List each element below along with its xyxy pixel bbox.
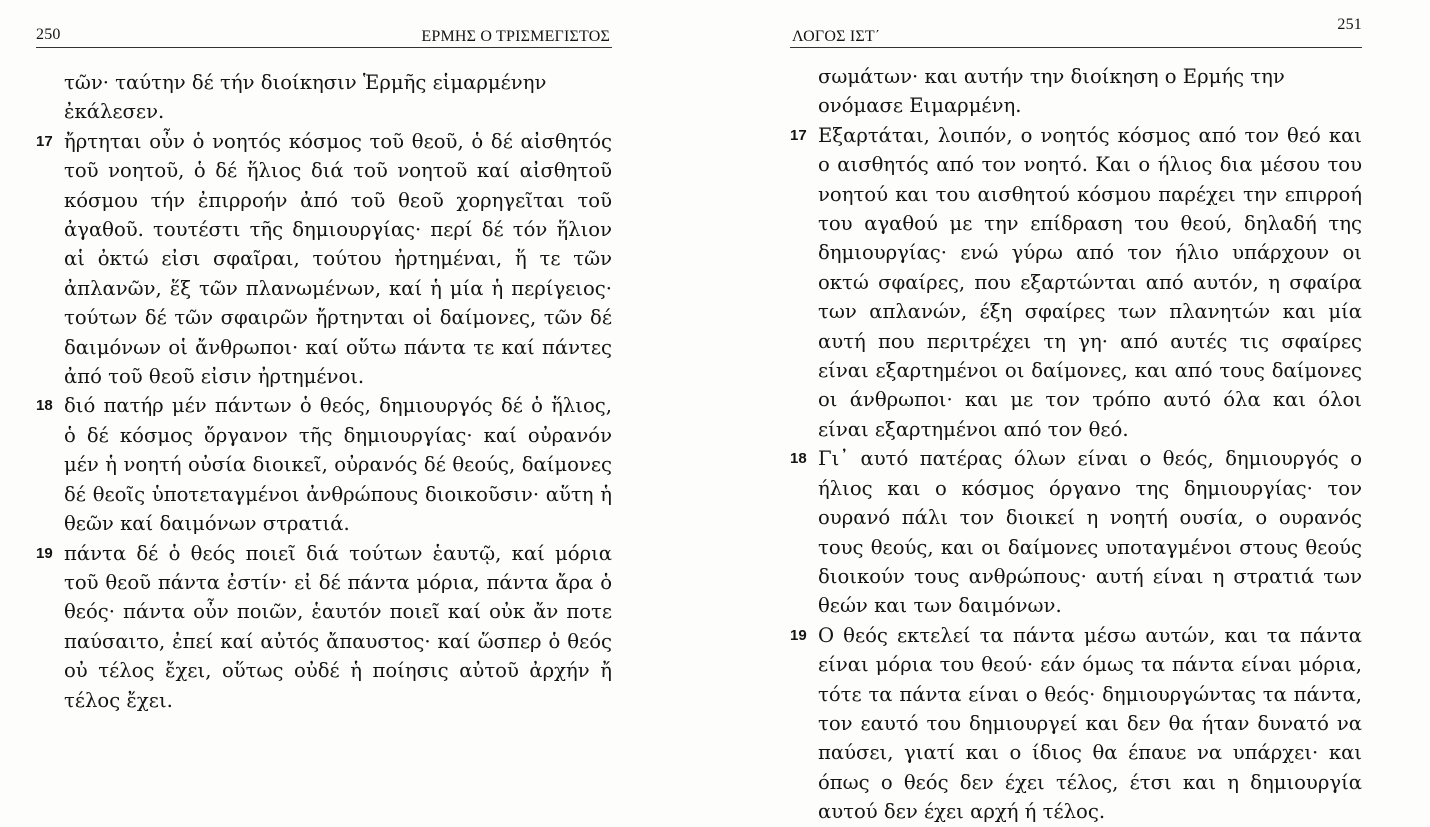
paragraph-17 (790, 121, 1362, 444)
paragraph-text: πάντα δέ ὁ θεός ποιεῖ διά τούτων ἑαυτῷ, καί μόρια τοῦ θεοῦ πάντα ἐστίν· εἰ δέ πάντα μόρια, πάντα ἄρα ὁ θεός· πάντα οὖν ποιῶν, ἑαυτόν ποιεῖ καί οὐκ ἄν ποτε παύσαιτο, ἐπεί καί αὐτός ἄπαυστος· καί ὥσπερ ὁ θεός οὐ τέλος ἔχει, οὕτως οὐδέ ἡ ποίησις αὐτοῦ ἀρχήν ἤ τέλος ἔχει. (64, 541, 612, 712)
paragraph-18 (790, 444, 1362, 620)
paragraph-text: Ο θεός εκτελεί τα πάντα μέσω αυτών, και τα πάντα είναι μόρια του θεού· εάν όμως τα πάντα είναι μόρια, τότε τα πάντα είναι ο θεός· δημιουργώντας τα πάντα, τον εαυτό του δημιουργεί και δεν θα ήταν δυνατό να παύσει, γιατί και ο ίδιος θα έπαυε να υπάρχει· και όπως ο θεός δεν έχει τέλος, έτσι και η δημιουργία αυτού δεν έχει αρχή ή τέλος. (818, 623, 1362, 824)
paragraph-text: τῶν· ταύτην δέ τήν διοίκησιν Ἑρμῆς εἱμαρμένην ἐκάλεσεν. (64, 71, 547, 124)
paragraph-19 (790, 621, 1362, 827)
paragraph-text: σωμάτων· και αυτήν την διοίκηση ο Ερμής την ονόμασε Ειμαρμένη. (818, 65, 1285, 118)
paragraph-text: Εξαρτάται, λοιπόν, ο νοητός κόσμος από τον θεό και ο αισθητός από τον νοητό. Και ο ήλιος δια μέσου του νοητού και του αισθητού κόσμου παρέχει την επιρροή του αγαθού με την επίδραση του θεού, δηλαδή της δημιουργίας· ενώ γύρω από τον ήλιο υπάρχουν οι οκτώ σφαίρες, που εξαρτώνται από αυτόν, η σφαίρα των απλανών, έξη σφαίρες των πλανητών και μία αυτή που περιτρέχει τη γη· από αυτές τις σφαίρες είναι εξαρτημένοι οι δαίμονες, και από τους δαίμονες οι άνθρωποι· και με τον τρόπο αυτό όλα και όλοι είναι εξαρτημένοι από τον θεό. (818, 123, 1362, 441)
paragraph-continuation (790, 62, 1362, 121)
paragraph-continuation (36, 68, 612, 127)
running-head: ΛΟΓΟΣ ΙΣΤ΄ (792, 28, 881, 45)
left-page-header (36, 26, 612, 46)
paragraph-17 (36, 127, 612, 392)
header-rule (790, 47, 1362, 48)
paragraph-number: 18 (790, 450, 807, 468)
paragraph-text: ἤρτηται οὖν ὁ νοητός κόσμος τοῦ θεοῦ, ὁ δέ αἰσθητός τοῦ νοητοῦ, ὁ δέ ἥλιος διά τοῦ νοητοῦ καί αἰσθητοῦ κόσμου τήν ἐπιρροήν ἀπό τοῦ θεοῦ χορηγεῖται τοῦ ἀγαθοῦ. τουτέστι τῆς δημιουργίας· περί δέ τόν ἥλιον αἱ ὀκτώ εἰσι σφαῖραι, τούτου ἠρτημέναι, ἥ τε τῶν ἀπλανῶν, ἕξ τῶν πλανωμένων, καί ἡ μία ἡ περίγειος· τούτων δέ τῶν σφαιρῶν ἤρτηνται οἱ δαίμονες, τῶν δέ δαιμόνων οἱ ἄνθρωποι· καί οὕτω πάντα τε καί πάντες ἀπό τοῦ θεοῦ εἰσιν ἠρτημένοι. (64, 129, 612, 389)
right-page-body (790, 62, 1362, 827)
right-page (790, 0, 1362, 824)
left-page-body (36, 68, 612, 715)
paragraph-number: 19 (790, 626, 807, 644)
paragraph-number: 19 (36, 544, 53, 562)
running-head: ΕΡΜΗΣ Ο ΤΡΙΣΜΕΓΙΣΤΟΣ (421, 28, 610, 45)
paragraph-19 (36, 539, 612, 715)
paragraph-text: Γι᾽ αυτό πατέρας όλων είναι ο θεός, δημιουργός ο ήλιος και ο κόσμος όργανο της δημιουργίας· τον ουρανό πάλι τον διοικεί η νοητή ουσία, ο ουρανός τους θεούς, και οι δαίμονες υποταγμένοι στους θεούς διοικούν τους ανθρώπους· αυτή είναι η στρατιά των θεών και των δαιμόνων. (818, 447, 1362, 618)
page-number: 251 (1337, 16, 1362, 33)
paragraph-number: 17 (790, 126, 807, 144)
page-number: 250 (36, 26, 61, 43)
left-page (36, 0, 612, 774)
paragraph-18 (36, 391, 612, 538)
paragraph-text: διό πατήρ μέν πάντων ὁ θεός, δημιουργός δέ ὁ ἥλιος, ὁ δέ κόσμος ὄργανον τῆς δημιουργίας· καί οὐρανόν μέν ἡ νοητή οὐσία διοικεῖ, οὐρανός δέ θεούς, δαίμονες δέ θεοῖς ὑποτεταγμένοι ἀνθρώπους διοικοῦσιν· αὕτη ἡ θεῶν καί δαιμόνων στρατιά. (64, 394, 612, 536)
paragraph-number: 18 (36, 397, 53, 415)
header-rule (36, 47, 612, 48)
right-page-header (790, 16, 1362, 46)
paragraph-number: 17 (36, 132, 53, 150)
